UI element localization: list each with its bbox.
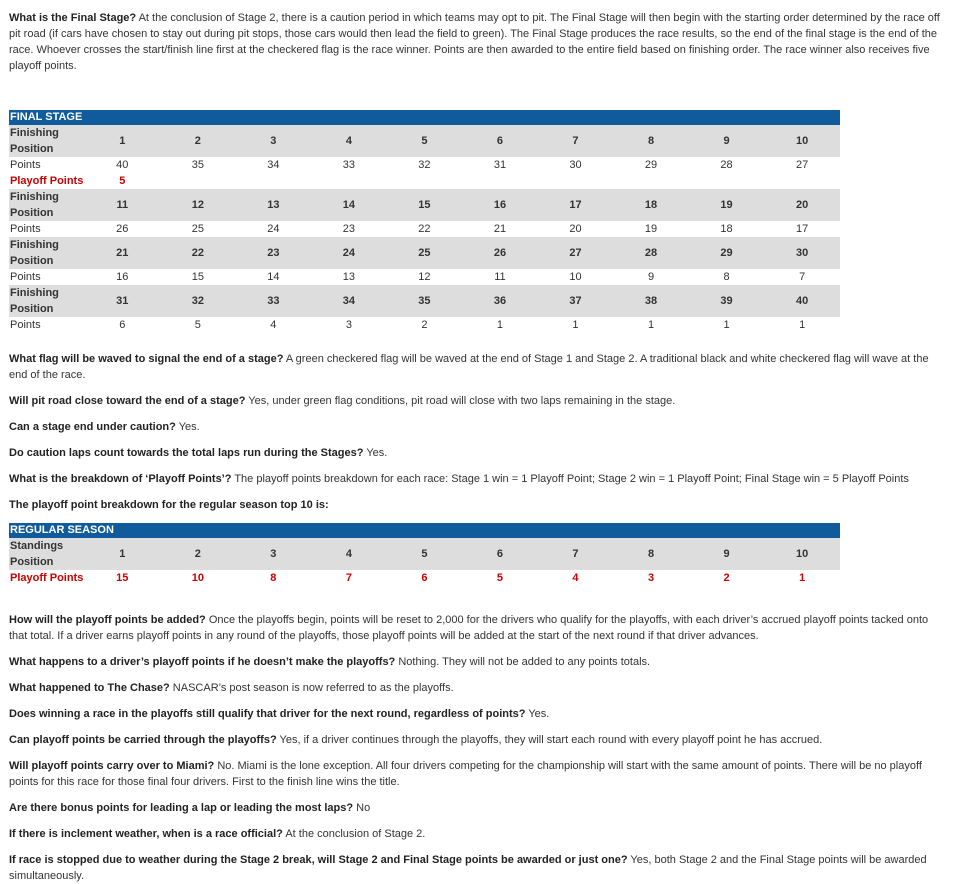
table-cell: 15 [116, 572, 129, 584]
table-cell: 16 [116, 271, 129, 283]
table-row [9, 285, 840, 317]
table-cell: 3 [236, 125, 312, 157]
table-row [9, 221, 840, 237]
faq-question: Does winning a race in the playoffs still qualify that driver for the next round, regardless of points? [9, 708, 526, 720]
table-cell: 35 [387, 285, 463, 317]
faq-item [9, 852, 948, 884]
faq-question: What happens to a driver’s playoff points if he doesn’t make the playoffs? [9, 656, 396, 668]
table-cell: 6 [421, 572, 428, 584]
table-cell: 5 [119, 175, 126, 187]
table-cell: 1 [647, 319, 655, 331]
table-cell: 1 [799, 572, 806, 584]
table-row [9, 317, 840, 333]
row-label: Playoff Points [10, 572, 84, 584]
table-row [9, 125, 840, 157]
table-cell: 19 [644, 223, 658, 235]
table-cell: 27 [796, 159, 809, 171]
faq-answer: No. Miami is the lone exception. All four drivers competing for the championship will start with the same amount of points. There will be no playoff points for this race for those final four drivers. First to the finish line wins the title. [9, 760, 922, 788]
table-cell: 10 [764, 125, 840, 157]
table-cell: 5 [496, 572, 504, 584]
table-cell: 1 [723, 319, 730, 331]
table-cell: 1 [85, 125, 161, 157]
table-cell: 29 [689, 237, 765, 269]
row-label: Finishing Position [9, 189, 85, 221]
faq-item [9, 758, 948, 790]
table-cell: 18 [720, 223, 733, 235]
table-row [9, 538, 840, 570]
table-cell: 25 [191, 223, 204, 235]
table-cell: 32 [418, 159, 431, 171]
table-cell [160, 173, 236, 189]
faq-question: What is the breakdown of ‘Playoff Points’? [9, 473, 232, 485]
table-row [9, 189, 840, 221]
table-cell: 15 [191, 271, 204, 283]
table-cell: 4 [311, 538, 387, 570]
faq-answer: Nothing. They will not be added to any points totals. [395, 656, 651, 668]
table-cell: 12 [418, 271, 431, 283]
table-cell: 20 [569, 223, 582, 235]
table-cell: 21 [493, 223, 507, 235]
faq-answer: At the conclusion of Stage 2, there is a caution period in which teams may opt to pit. The Final Stage will then begin with the starting order determined by the race off pit road (if cars have chosen to stay out during pit stops, those cars would then lead the field to green). The Final Stage produces the race results, so the end of the final stage is the end of the race. Whoever crosses the start/finish line first at the checkered flag is the race winner. Points are then awarded to the entire field based on finishing order. The race winner also receives five playoff points. [9, 12, 940, 72]
table-cell: 1 [496, 319, 504, 331]
table-cell: 36 [462, 285, 538, 317]
table-cell: 23 [236, 237, 312, 269]
table-cell: 9 [647, 271, 655, 283]
table-cell: 31 [85, 285, 161, 317]
faq-answer: The playoff points breakdown for each race: Stage 1 win = 1 Playoff Point; Stage 2 win = 1 Playoff Point; Final Stage win = 5 Playoff Points [231, 473, 909, 485]
faq-answer: No [353, 802, 371, 814]
table-cell: 2 [160, 538, 236, 570]
faq-answer: At the conclusion of Stage 2. [282, 828, 426, 840]
faq-question: What flag will be waved to signal the end of a stage? [9, 353, 284, 365]
faq-question: What is the Final Stage? [9, 12, 137, 24]
table-cell: 18 [613, 189, 689, 221]
table-row [9, 269, 840, 285]
table-cell: 37 [538, 285, 614, 317]
table-cell: 6 [462, 125, 538, 157]
table-cell: 21 [85, 237, 161, 269]
faq-item [9, 826, 948, 842]
faq-item [9, 654, 948, 670]
table-cell: 29 [644, 159, 658, 171]
table-cell: 14 [267, 271, 280, 283]
table-cell: 27 [538, 237, 614, 269]
faq-item [9, 612, 948, 644]
table-cell: 6 [119, 319, 126, 331]
table-cell: 9 [689, 125, 765, 157]
faq-answer: Yes. [175, 421, 200, 433]
table-cell: 38 [613, 285, 689, 317]
row-label: Finishing Position [9, 285, 85, 317]
table-cell: 23 [342, 223, 356, 235]
faq-item [9, 393, 948, 409]
faq-item [9, 419, 948, 435]
table-cell: 3 [345, 319, 352, 331]
regular-season-table [9, 523, 840, 586]
row-label: Playoff Points [10, 175, 84, 187]
faq-item [9, 497, 948, 513]
faq-item [9, 732, 948, 748]
faq-answer: A green checkered flag will be waved at the end of Stage 1 and Stage 2. A traditional black and white checkered flag will wave at the end of the race. [9, 353, 929, 381]
faq-item [9, 800, 948, 816]
table-cell: 8 [613, 538, 689, 570]
table-cell: 35 [191, 159, 204, 171]
table-cell: 28 [720, 159, 733, 171]
faq-answer: Yes, if a driver continues through the playoffs, they will start each round with every playoff point he has accrued. [276, 734, 823, 746]
table-cell: 30 [569, 159, 582, 171]
faq-item [9, 445, 948, 461]
table-cell: 24 [311, 237, 387, 269]
table-cell: 5 [194, 319, 201, 331]
table-cell: 4 [270, 319, 277, 331]
table-cell: 12 [160, 189, 236, 221]
table-cell: 7 [799, 271, 806, 283]
table-cell: 5 [387, 538, 463, 570]
row-label: Points [10, 223, 41, 235]
faq-question: If there is inclement weather, when is a race official? [9, 828, 283, 840]
row-label: Points [10, 319, 41, 331]
faq-question: Can playoff points be carried through the playoffs? [9, 734, 277, 746]
faq-question: How will the playoff points be added? [9, 614, 206, 626]
table-cell: 4 [572, 572, 579, 584]
table-cell: 39 [689, 285, 765, 317]
table-cell: 31 [493, 159, 507, 171]
table-cell: 7 [538, 125, 614, 157]
table-cell [236, 173, 312, 189]
table-row [9, 157, 840, 173]
faq-question: Will playoff points carry over to Miami? [9, 760, 215, 772]
table-cell [387, 173, 463, 189]
faq-question: Can a stage end under caution? [9, 421, 176, 433]
faq-question: Do caution laps count towards the total laps run during the Stages? [9, 447, 364, 459]
faq-item [9, 351, 948, 383]
table-cell: 33 [342, 159, 356, 171]
table-cell: 24 [267, 223, 280, 235]
table-cell: 8 [270, 572, 277, 584]
row-label: Finishing Position [9, 237, 85, 269]
table-cell: 11 [85, 189, 161, 221]
table-cell: 32 [160, 285, 236, 317]
table-cell: 16 [462, 189, 538, 221]
table-cell [462, 173, 538, 189]
table-cell: 11 [494, 271, 506, 283]
table-cell: 34 [311, 285, 387, 317]
faq-question: What happened to The Chase? [9, 682, 170, 694]
table-cell: 3 [236, 538, 312, 570]
faq-question: The playoff point breakdown for the regular season top 10 is: [9, 499, 329, 511]
table-cell: 10 [569, 271, 582, 283]
table-cell: 4 [311, 125, 387, 157]
table-cell [538, 173, 614, 189]
table-cell: 3 [647, 572, 655, 584]
table-cell: 2 [723, 572, 730, 584]
table-cell: 26 [462, 237, 538, 269]
table-cell [689, 173, 765, 189]
faq-answer: Once the playoffs begin, points will be reset to 2,000 for the drivers who qualify for the playoffs, with each driver’s accrued playoff points tacked onto that total. If a driver earns playoff points in any round of the playoffs, those playoff points will be added at the start of the next round if that driver advances. [9, 614, 929, 642]
table-cell: 30 [764, 237, 840, 269]
table-cell: 13 [342, 271, 356, 283]
table-cell: 10 [764, 538, 840, 570]
table-cell: 8 [613, 125, 689, 157]
table-cell: 22 [160, 237, 236, 269]
table-cell: 1 [572, 319, 579, 331]
table-cell: 22 [418, 223, 431, 235]
table-row [9, 237, 840, 269]
table-cell: 6 [462, 538, 538, 570]
table-cell: 17 [538, 189, 614, 221]
regular-season-header [9, 523, 840, 538]
table-cell [311, 173, 387, 189]
table-cell: 13 [236, 189, 312, 221]
table-cell: 40 [764, 285, 840, 317]
faq-item [9, 471, 948, 487]
table-cell [764, 173, 840, 189]
table-cell: 7 [538, 538, 614, 570]
table-cell: 9 [689, 538, 765, 570]
faq-answer: NASCAR’s post season is now referred to as the playoffs. [169, 682, 454, 694]
faq-item [9, 680, 948, 696]
row-label: Finishing Position [9, 125, 85, 157]
faq-item [9, 706, 948, 722]
row-label: Points [10, 271, 41, 283]
table-cell: 17 [796, 223, 809, 235]
faq-list-2 [9, 612, 948, 884]
row-label: Points [10, 159, 41, 171]
table-cell: 7 [345, 572, 352, 584]
table-cell: 14 [311, 189, 387, 221]
table-row [9, 173, 840, 189]
row-label: Standings Position [9, 538, 85, 570]
table-cell: 1 [85, 538, 161, 570]
faq-answer: Yes. [363, 447, 388, 459]
table-cell: 15 [387, 189, 463, 221]
faq-list-1 [9, 351, 948, 513]
table-cell: 25 [387, 237, 463, 269]
table-row [9, 570, 840, 586]
table-cell: 2 [160, 125, 236, 157]
final-stage-header [9, 110, 840, 125]
table-cell: 26 [116, 223, 129, 235]
table-cell: 28 [613, 237, 689, 269]
regular-season-title: REGULAR SEASON [9, 523, 840, 538]
table-cell: 5 [387, 125, 463, 157]
table-cell: 2 [421, 319, 428, 331]
faq-question: Are there bonus points for leading a lap or leading the most laps? [9, 802, 354, 814]
table-cell: 40 [116, 159, 129, 171]
table-cell: 10 [191, 572, 204, 584]
faq-question: Will pit road close toward the end of a stage? [9, 395, 246, 407]
table-cell: 33 [236, 285, 312, 317]
table-cell: 1 [799, 319, 806, 331]
table-cell: 20 [764, 189, 840, 221]
final-stage-table [9, 110, 840, 333]
faq-final-stage [9, 10, 948, 74]
table-cell: 34 [267, 159, 280, 171]
faq-answer: Yes, under green flag conditions, pit road will close with two laps remaining in the stage. [245, 395, 676, 407]
table-cell [613, 173, 689, 189]
faq-question: If race is stopped due to weather during the Stage 2 break, will Stage 2 and Final Stage points be awarded or just one? [9, 854, 628, 866]
final-stage-title: FINAL STAGE [9, 110, 840, 125]
faq-answer: Yes, both Stage 2 and the Final Stage points will be awarded simultaneously. [9, 854, 927, 882]
table-cell: 19 [689, 189, 765, 221]
faq-answer: Yes. [525, 708, 550, 720]
table-cell: 8 [723, 271, 730, 283]
